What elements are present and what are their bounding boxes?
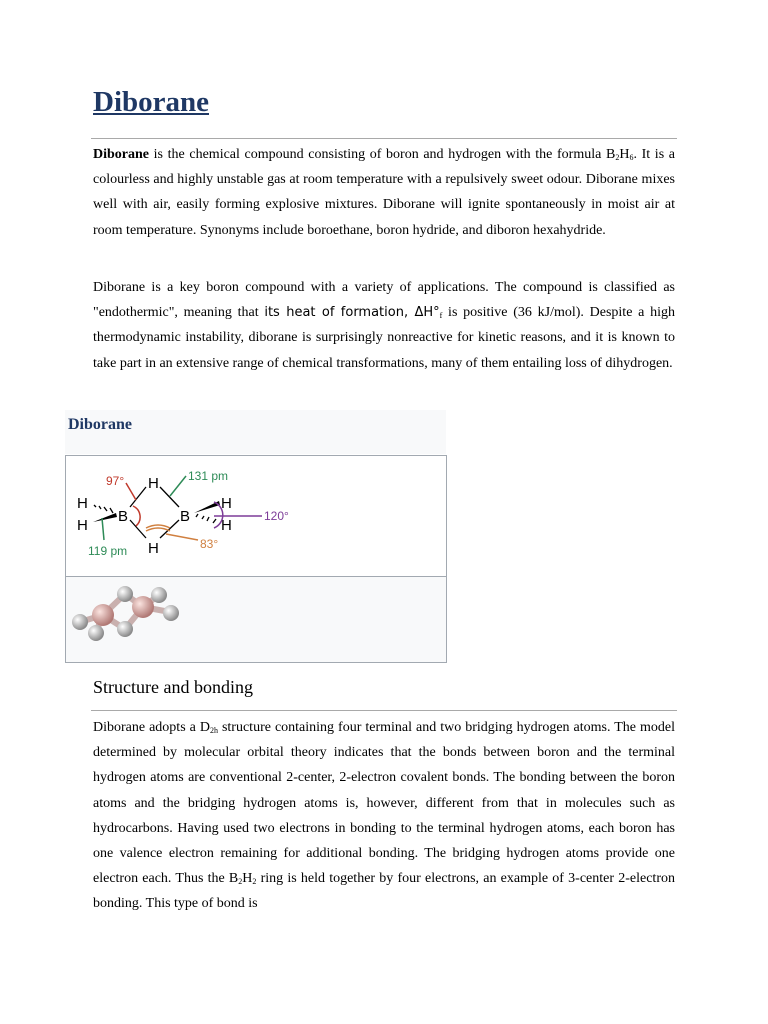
section-divider <box>91 710 677 711</box>
h-atom-sphere <box>151 587 167 603</box>
atom-h-terminal-right-bottom: H <box>221 517 232 534</box>
structure-diagram-cell <box>66 456 446 577</box>
label-angle-120: 120° <box>264 509 289 523</box>
label-angle-83: 83° <box>200 537 219 551</box>
structure-diagram <box>66 456 446 576</box>
label-bond-119pm: 119 pm <box>88 544 128 558</box>
atom-h-terminal-left-bottom: H <box>77 517 88 534</box>
b-atom-sphere <box>132 596 154 618</box>
b-atom-sphere <box>92 604 114 626</box>
bond-b1-hbt <box>130 487 146 507</box>
h-atom-sphere <box>163 605 179 621</box>
intro-paragraph: Diborane is the chemical compound consisting of boron and hydrogen with the formula $B_2H_6$. It is a colourless and highly unstable gas at room temperature with a repulsively sweet odour. Diborane mixes well with air, easily forming explosive mixtures. Diborane will ignite spontaneously in moist air at room temperature. Synonyms include boroethane, boron hydride, and diboron hexahydride. <box>93 147 675 238</box>
atom-h-bridge-bottom: H <box>148 540 159 557</box>
h-atom-sphere <box>72 614 88 630</box>
atom-h-bridge-top: H <box>148 475 159 492</box>
ball-and-stick-cell <box>66 577 446 662</box>
h-atom-sphere <box>117 586 133 602</box>
infobox-title: Diborane <box>68 416 132 433</box>
atom-h-terminal-left-top: H <box>77 495 88 512</box>
properties-paragraph: Diborane is a key boron compound with a variety of applications. The compound is classified as "endothermic", meaning that its heat of formation, $\Delta H^\circ_f$ is positive (36 kJ/mol). Despite a high thermodynamic instability, diborane is surprisingly nonreactive for kinetic reasons, and it is known to take part in an extensive range of chemical transformations, many of them entailing loss of dihydrogen. <box>93 280 675 371</box>
infobox-title-bar <box>65 410 446 454</box>
label-angle-97: 97° <box>106 474 125 488</box>
heat-of-formation: its heat of formation, ΔH° <box>264 305 440 321</box>
wedge-bond-left <box>93 513 117 522</box>
structure-paragraph: Diborane adopts a $D_{2h}$ structure containing four terminal and two bridging hydrogen atoms. The model determined by molecular orbital theory indicates that the bonds between boron and the terminal hydrogen atoms are conventional 2-center, 2-electron covalent bonds. The bonding between the boron atoms and the bridging hydrogen atoms is, however, different from that in molecules such as hydrocarbons. Having used two electrons in bonding to the terminal hydrogen atoms, each boron has one valence electron remaining for additional bonding. The bridging hydrogen atoms provide one electron each. Thus the $B_2H_2$ ring is held together by four electrons, an example of 3-center 2-electron bonding. This type of bond is <box>93 720 675 912</box>
intro-bold-term: Diborane <box>93 147 149 162</box>
label-bond-131pm: 131 pm <box>188 469 229 483</box>
h-atom-sphere <box>88 625 104 641</box>
infobox <box>65 455 447 663</box>
page-title: Diborane <box>93 86 209 118</box>
atom-b-left: B <box>118 508 129 525</box>
ball-and-stick-model <box>66 577 446 662</box>
atom-h-terminal-right-top: H <box>221 495 232 512</box>
bond-b2-hbt <box>160 487 179 507</box>
arc-angle-97 <box>133 506 140 526</box>
title-divider <box>91 138 677 139</box>
section-heading-structure: Structure and bonding <box>93 677 253 697</box>
atom-b-right: B <box>180 508 191 525</box>
h-atom-sphere <box>117 621 133 637</box>
